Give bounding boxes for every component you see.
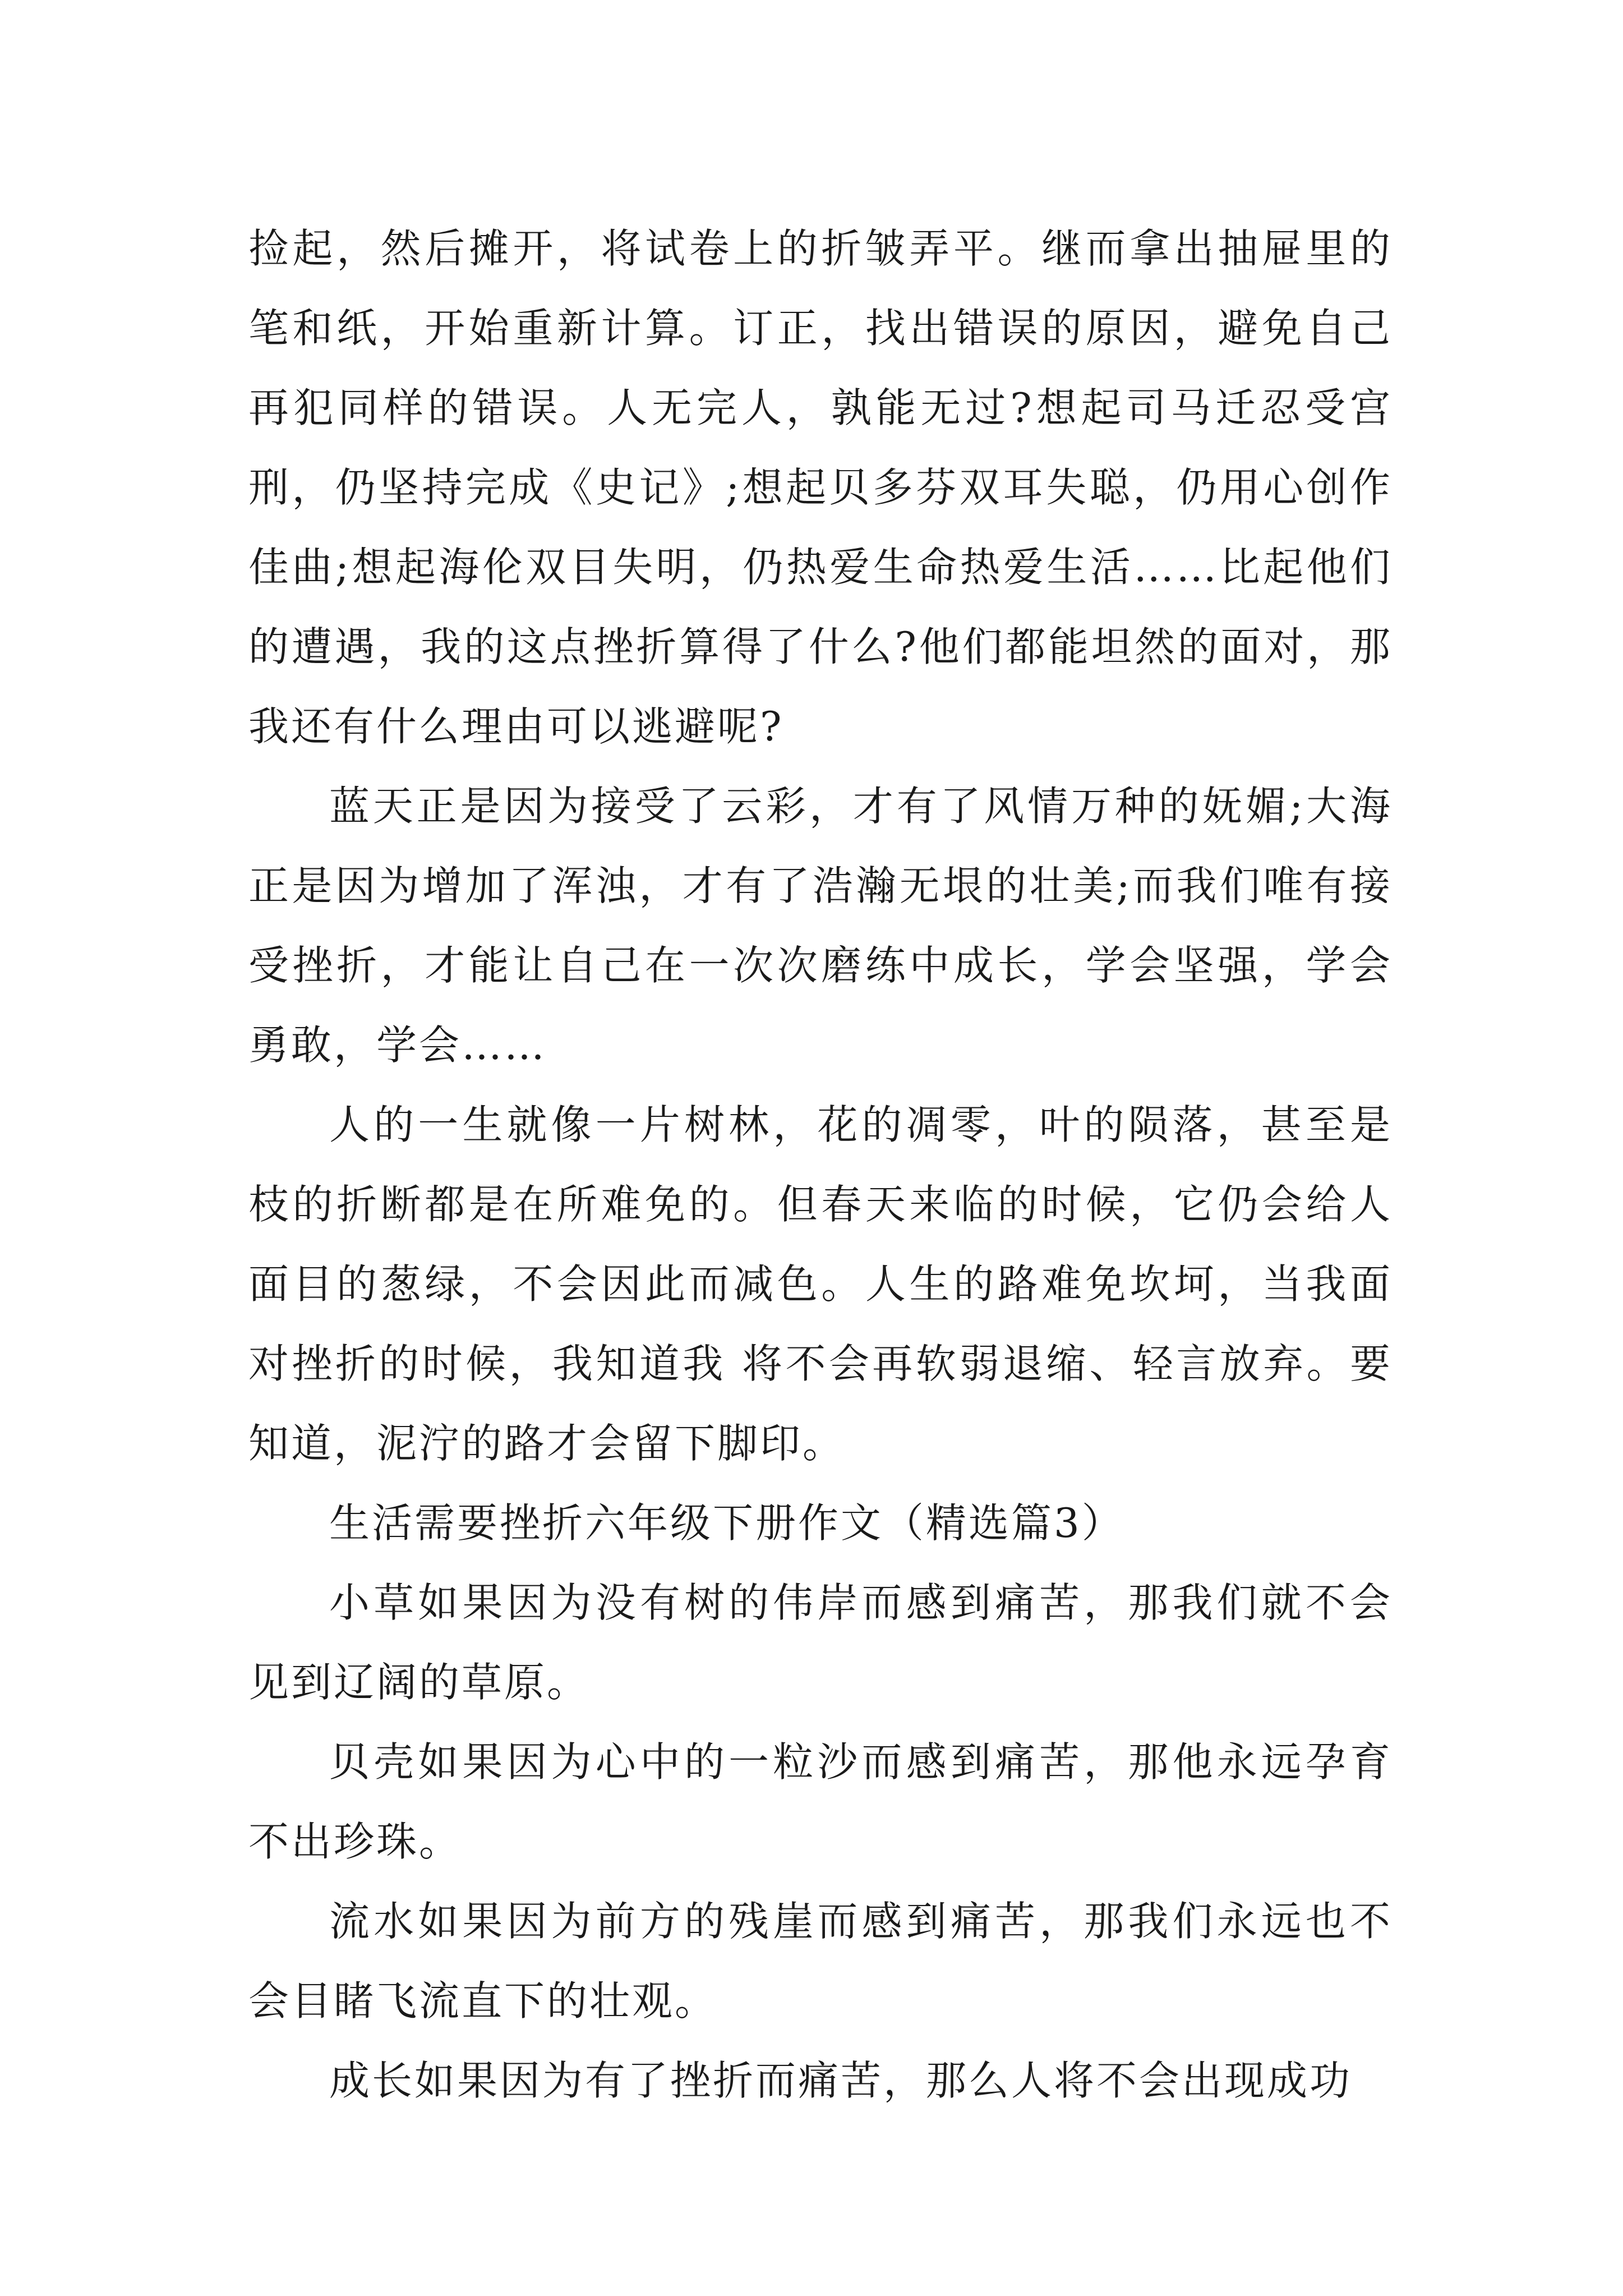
paragraph-shell: 贝壳如果因为心中的一粒沙而感到痛苦，那他永远孕育不出珍珠。	[248, 1738, 1393, 1865]
paragraph-blue-sky: 蓝天正是因为接受了云彩，才有了风情万种的妩媚;大海正是因为增加了浑浊，才有了浩瀚无垠的壮美;而我们唯有接受挫折，才能让自己在一次次磨练中成长，学会坚强，学会勇敢，学会……	[248, 783, 1393, 1069]
paragraph-grass: 小草如果因为没有树的伟岸而感到痛苦，那我们就不会见到辽阔的草原。	[248, 1579, 1393, 1706]
paragraph-continuation: 捡起，然后摊开，将试卷上的折皱弄平。继而拿出抽屉里的笔和纸，开始重新计算。订正，找出错误的原因，避免自己再犯同样的错误。人无完人，孰能无过?想起司马迁忍受宫刑，仍坚持完成《史记》;想起贝多芬双耳失聪，仍用心创作佳曲;想起海伦双目失明，仍热爱生命热爱生活……比起他们的遭遇，我的这点挫折算得了什么?他们都能坦然的面对，那我还有什么理由可以逃避呢?	[248, 225, 1393, 750]
document-body	[248, 209, 1393, 2120]
paragraph-growth: 成长如果因为有了挫折而痛苦，那么人将不会出现成功	[329, 2057, 1353, 2104]
paragraph-life-forest: 人的一生就像一片树林，花的凋零，叶的陨落，甚至是枝的折断都是在所难免的。但春天来临的时候，它仍会给人面目的葱绿，不会因此而减色。人生的路难免坎坷，当我面对挫折的时候，我知道我 将不会再软弱退缩、轻言放弃。要知道，泥泞的路才会留下脚印。	[248, 1101, 1393, 1467]
paragraph-water: 流水如果因为前方的残崖而感到痛苦，那我们永远也不会目睹飞流直下的壮观。	[248, 1898, 1393, 2024]
section-heading: 生活需要挫折六年级下册作文（精选篇3）	[329, 1499, 1124, 1547]
